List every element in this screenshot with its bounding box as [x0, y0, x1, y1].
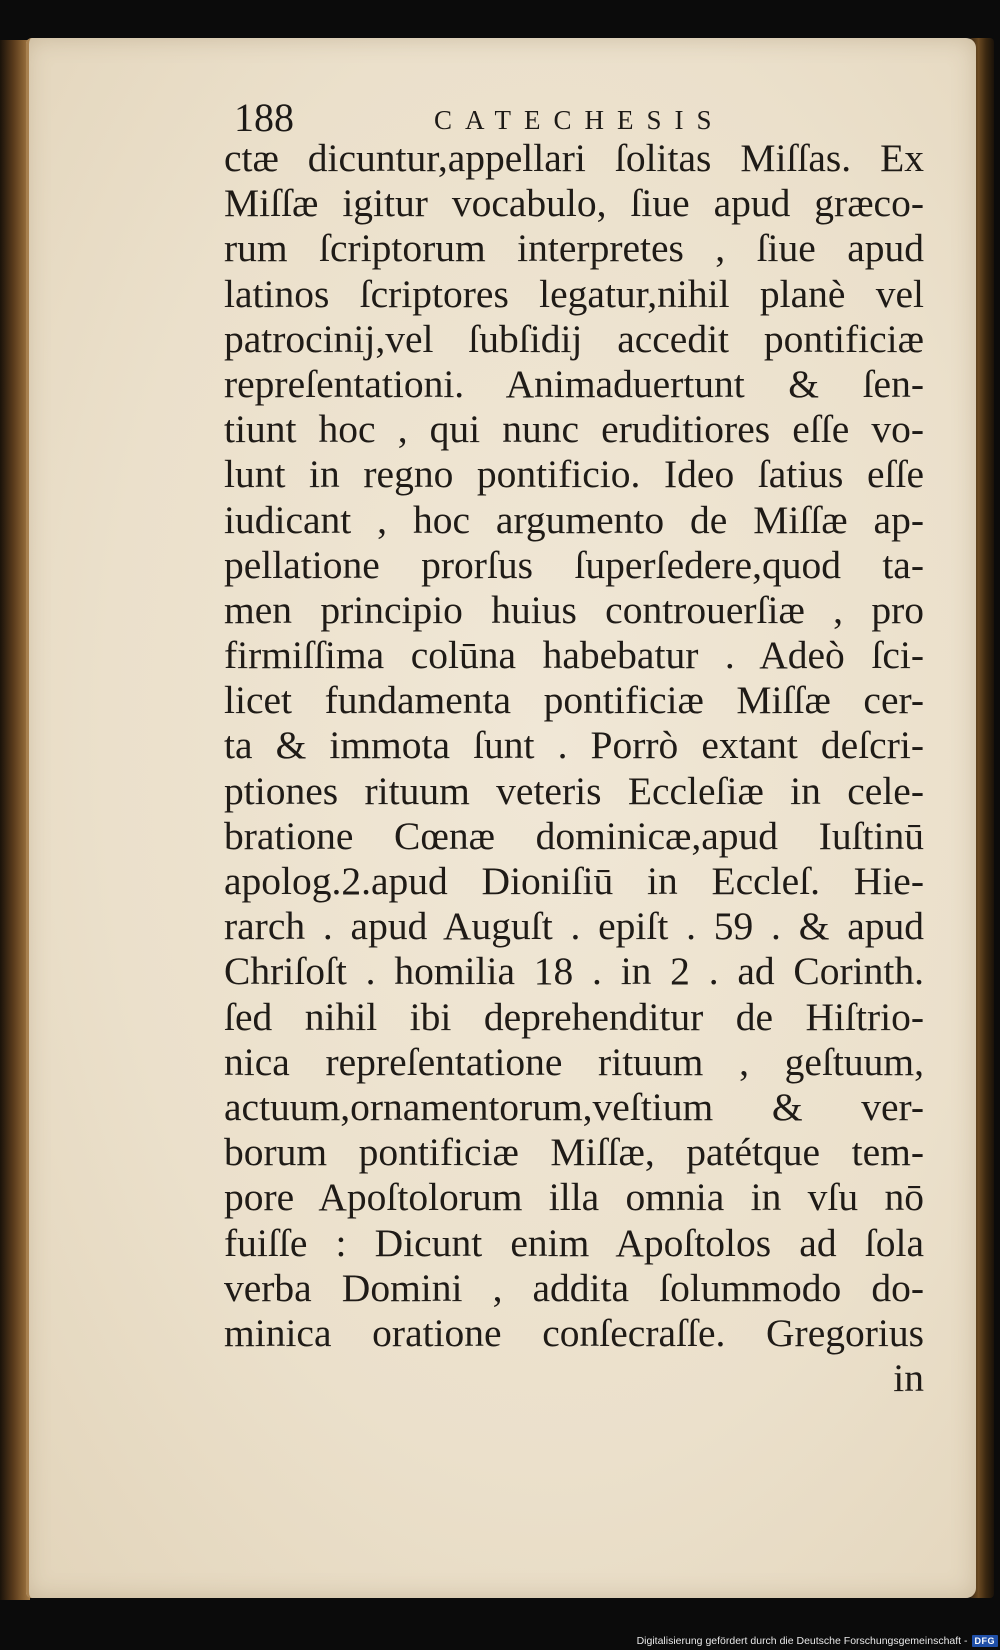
text-line: iudicant , hoc argumento de Miſſæ ap-	[224, 497, 924, 542]
text-line: nica repreſentatione rituum , geſtuum,	[224, 1039, 924, 1084]
text-line: firmiſſima colūna habebatur . Adeò ſci-	[224, 633, 924, 678]
text-line: patrocinij,vel ſubſidij accedit pontificiæ	[224, 316, 924, 361]
text-line: pore Apoſtolorum illa omnia in vſu nō	[224, 1175, 924, 1220]
digitization-credit	[600, 1632, 1000, 1650]
text-line: apolog.2.apud Dioniſiū in Eccleſ. Hie-	[224, 859, 924, 903]
text-line: ctæ dicuntur,appellari ſolitas Miſſas. Ex	[224, 136, 924, 180]
body-text	[224, 136, 924, 1401]
text-line: Chriſoſt . homilia 18 . in 2 . ad Corinth.	[224, 949, 924, 994]
page-number: 188	[234, 95, 294, 140]
text-line: tiunt hoc , qui nunc eruditiores eſſe vo-	[224, 407, 924, 452]
text-line: latinos ſcriptores legatur,nihil planè vel	[224, 271, 924, 316]
text-line: actuum,ornamentorum,veſtium & ver-	[224, 1084, 924, 1129]
text-line: men principio huius controuerſiæ , pro	[224, 587, 924, 632]
text-line: fuiſſe : Dicunt enim Apoſtolos ad ſola	[224, 1220, 924, 1265]
text-line: ſed nihil ibi deprehenditur de Hiſtrio-	[224, 994, 924, 1039]
text-line: ptiones rituum veteris Eccleſiæ in cele-	[224, 768, 924, 813]
text-line: rarch . apud Auguſt . epiſt . 59 . & apud	[224, 904, 924, 949]
text-line: verba Domini , addita ſolummodo do-	[224, 1265, 924, 1310]
text-line: lunt in regno pontificio. Ideo ſatius eſſe	[224, 452, 924, 497]
text-line: licet fundamenta pontificiæ Miſſæ cer-	[224, 678, 924, 723]
book-page	[26, 38, 976, 1598]
text-line: repreſentationi. Animaduertunt & ſen-	[224, 361, 924, 406]
text-line: rum ſcriptorum interpretes , ſiue apud	[224, 226, 924, 271]
credit-text: Digitalisierung gefördert durch die Deutsche Forschungsgemeinschaft -	[636, 1635, 968, 1647]
text-line: minica oratione conſecraſſe. Gregorius	[224, 1310, 924, 1355]
text-line: bratione Cœnæ dominicæ,apud Iuſtinū	[224, 813, 924, 858]
text-line: ta & immota ſunt . Porrò extant deſcri-	[224, 723, 924, 768]
text-line: pellatione prorſus ſuperſedere,quod ta-	[224, 542, 924, 587]
catchword: in	[893, 1356, 924, 1401]
text-line: borum pontificiæ Miſſæ, patétque tem-	[224, 1130, 924, 1175]
running-head: CATECHESIS	[434, 105, 725, 135]
text-line: Miſſæ igitur vocabulo, ſiue apud græco-	[224, 181, 924, 226]
dfg-logo: DFG	[972, 1635, 999, 1647]
